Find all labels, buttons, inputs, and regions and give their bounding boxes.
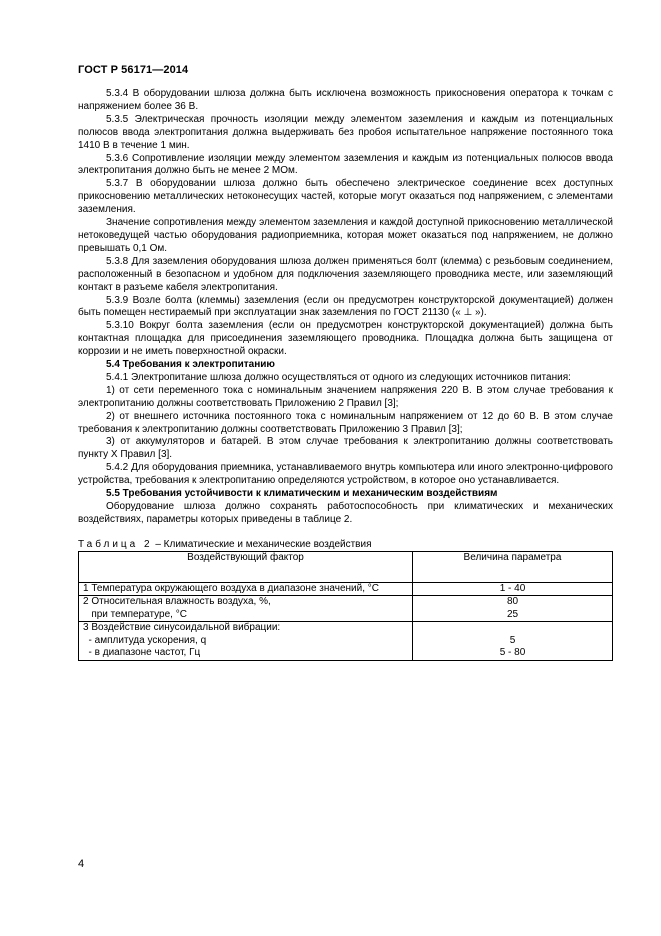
table-cell-factor: 3 Воздействие синусоидальной вибрации: [79, 622, 413, 635]
table-cell-value [413, 622, 613, 635]
table-row [79, 622, 613, 635]
table-caption [78, 539, 613, 551]
table-row [79, 635, 613, 648]
table-header-factor: Воздействующий фактор [79, 551, 413, 582]
paragraph: 5.3.7 В оборудовании шлюза должно быть обеспечено электрическое соединение всех доступных прикосновению металлических нетоконесущих частей, которые могут оказаться под напряжением, с элементами заземления. [78, 178, 613, 216]
paragraph: 5.4.2 Для оборудования приемника, устанавливаемого внутрь компьютера или иного электронно-цифрового устройства, требования к электропитанию определяются устройством, в которое оно устанавливается. [78, 462, 613, 487]
table-row [79, 647, 613, 660]
paragraph: 5.3.5 Электрическая прочность изоляции между элементом заземления и каждым из потенциальных полюсов ввода электропитания должна выдерживать без пробоя испытательное напряжение постоянного тока 1410 В в течение 1 мин. [78, 113, 613, 151]
table-header-row [79, 551, 613, 582]
paragraph: Оборудование шлюза должно сохранять работоспособность при климатических и механических воздействиях, параметры которых приведены в таблице 2. [78, 501, 613, 525]
paragraph: 5.3.6 Сопротивление изоляции между элементом заземления и каждым из потенциальных полюсов ввода электропитания должно быть не менее 2 МОм. [78, 152, 613, 177]
table-row [79, 596, 613, 609]
table-cell-value: 1 - 40 [413, 582, 613, 596]
paragraph: 5.3.8 Для заземления оборудования шлюза должен применяться болт (клемма) с резьбовым соединением, расположенный в безопасном и удобном для подключения заземляющего проводника месте, или заземляющий контакт в разъеме кабеля электропитания. [78, 255, 613, 293]
table-cell-factor: 1 Температура окружающего воздуха в диапазоне значений, °С [79, 582, 413, 596]
table-cell-factor: 2 Относительная влажность воздуха, %, [79, 596, 413, 609]
paragraph: 1) от сети переменного тока с номинальным значением напряжения 220 В. В этом случае требования к электропитанию должны соответствовать Приложению 2 Правил [3]; [78, 384, 613, 409]
table-cell-factor: - в диапазоне частот, Гц [79, 647, 413, 660]
paragraph: Значение сопротивления между элементом заземления и каждой доступной прикосновению металлической нетоковедущей частью оборудования радиоприемника, которая может оказаться под напряжением, не должно превышать 0,1 Ом. [78, 217, 613, 254]
table-body [79, 582, 613, 660]
document-header: ГОСТ Р 56171—2014 [78, 64, 189, 76]
table-header-value: Величина параметра [413, 551, 613, 582]
paragraph: 2) от внешнего источника постоянного тока с номинальным напряжением от 12 до 60 В. В этом случае требования к электропитанию должны соответствовать Приложению 3 Правил [3]; [78, 410, 613, 435]
paragraph: 5.3.10 Вокруг болта заземления (если он предусмотрен конструкторской документацией) должна быть контактная площадка для присоединения заземляющего проводника. Площадка должна быть защищена от коррозии и не иметь поверхностной окраски. [78, 320, 613, 358]
section-53-paragraphs [78, 88, 613, 359]
paragraph: 5.3.9 Возле болта (клеммы) заземления (если он предусмотрен конструкторской документацией) должен быть помещен нестираемый при эксплуатации знак заземления по ГОСТ 21130 (« ⊥ »). [78, 294, 613, 319]
table-cell-value: 5 - 80 [413, 647, 613, 660]
section-54-heading: 5.4 Требования к электропитанию [106, 359, 275, 371]
page-number: 4 [78, 858, 85, 870]
parameters-table [78, 551, 613, 661]
table-row [79, 582, 613, 596]
paragraph: 5.3.4 В оборудовании шлюза должна быть исключена возможность прикосновения оператора к точкам с напряжением более 36 В. [78, 88, 613, 112]
table-caption-label: Таблица 2 [78, 538, 153, 550]
paragraph: 3) от аккумуляторов и батарей. В этом случае требования к электропитанию должны соответствовать пункту Х Правил [3]. [78, 436, 613, 461]
table-cell-value: 5 [413, 635, 613, 648]
section-55-heading: 5.5 Требования устойчивости к климатическим и механическим воздействиям [106, 488, 498, 500]
table-caption-text: – Климатические и механические воздействия [152, 538, 372, 550]
page-body [78, 88, 613, 661]
table-row [79, 609, 613, 622]
paragraph: 5.4.1 Электропитание шлюза должно осуществляться от одного из следующих источников питания: [106, 371, 571, 383]
table-cell-value: 25 [413, 609, 613, 622]
table-cell-value: 80 [413, 596, 613, 609]
table-cell-factor: при температуре, °С [79, 609, 413, 622]
table-cell-factor: - амплитуда ускорения, q [79, 635, 413, 648]
section-55-paragraphs [78, 501, 613, 527]
section-54-paragraphs [78, 372, 613, 488]
